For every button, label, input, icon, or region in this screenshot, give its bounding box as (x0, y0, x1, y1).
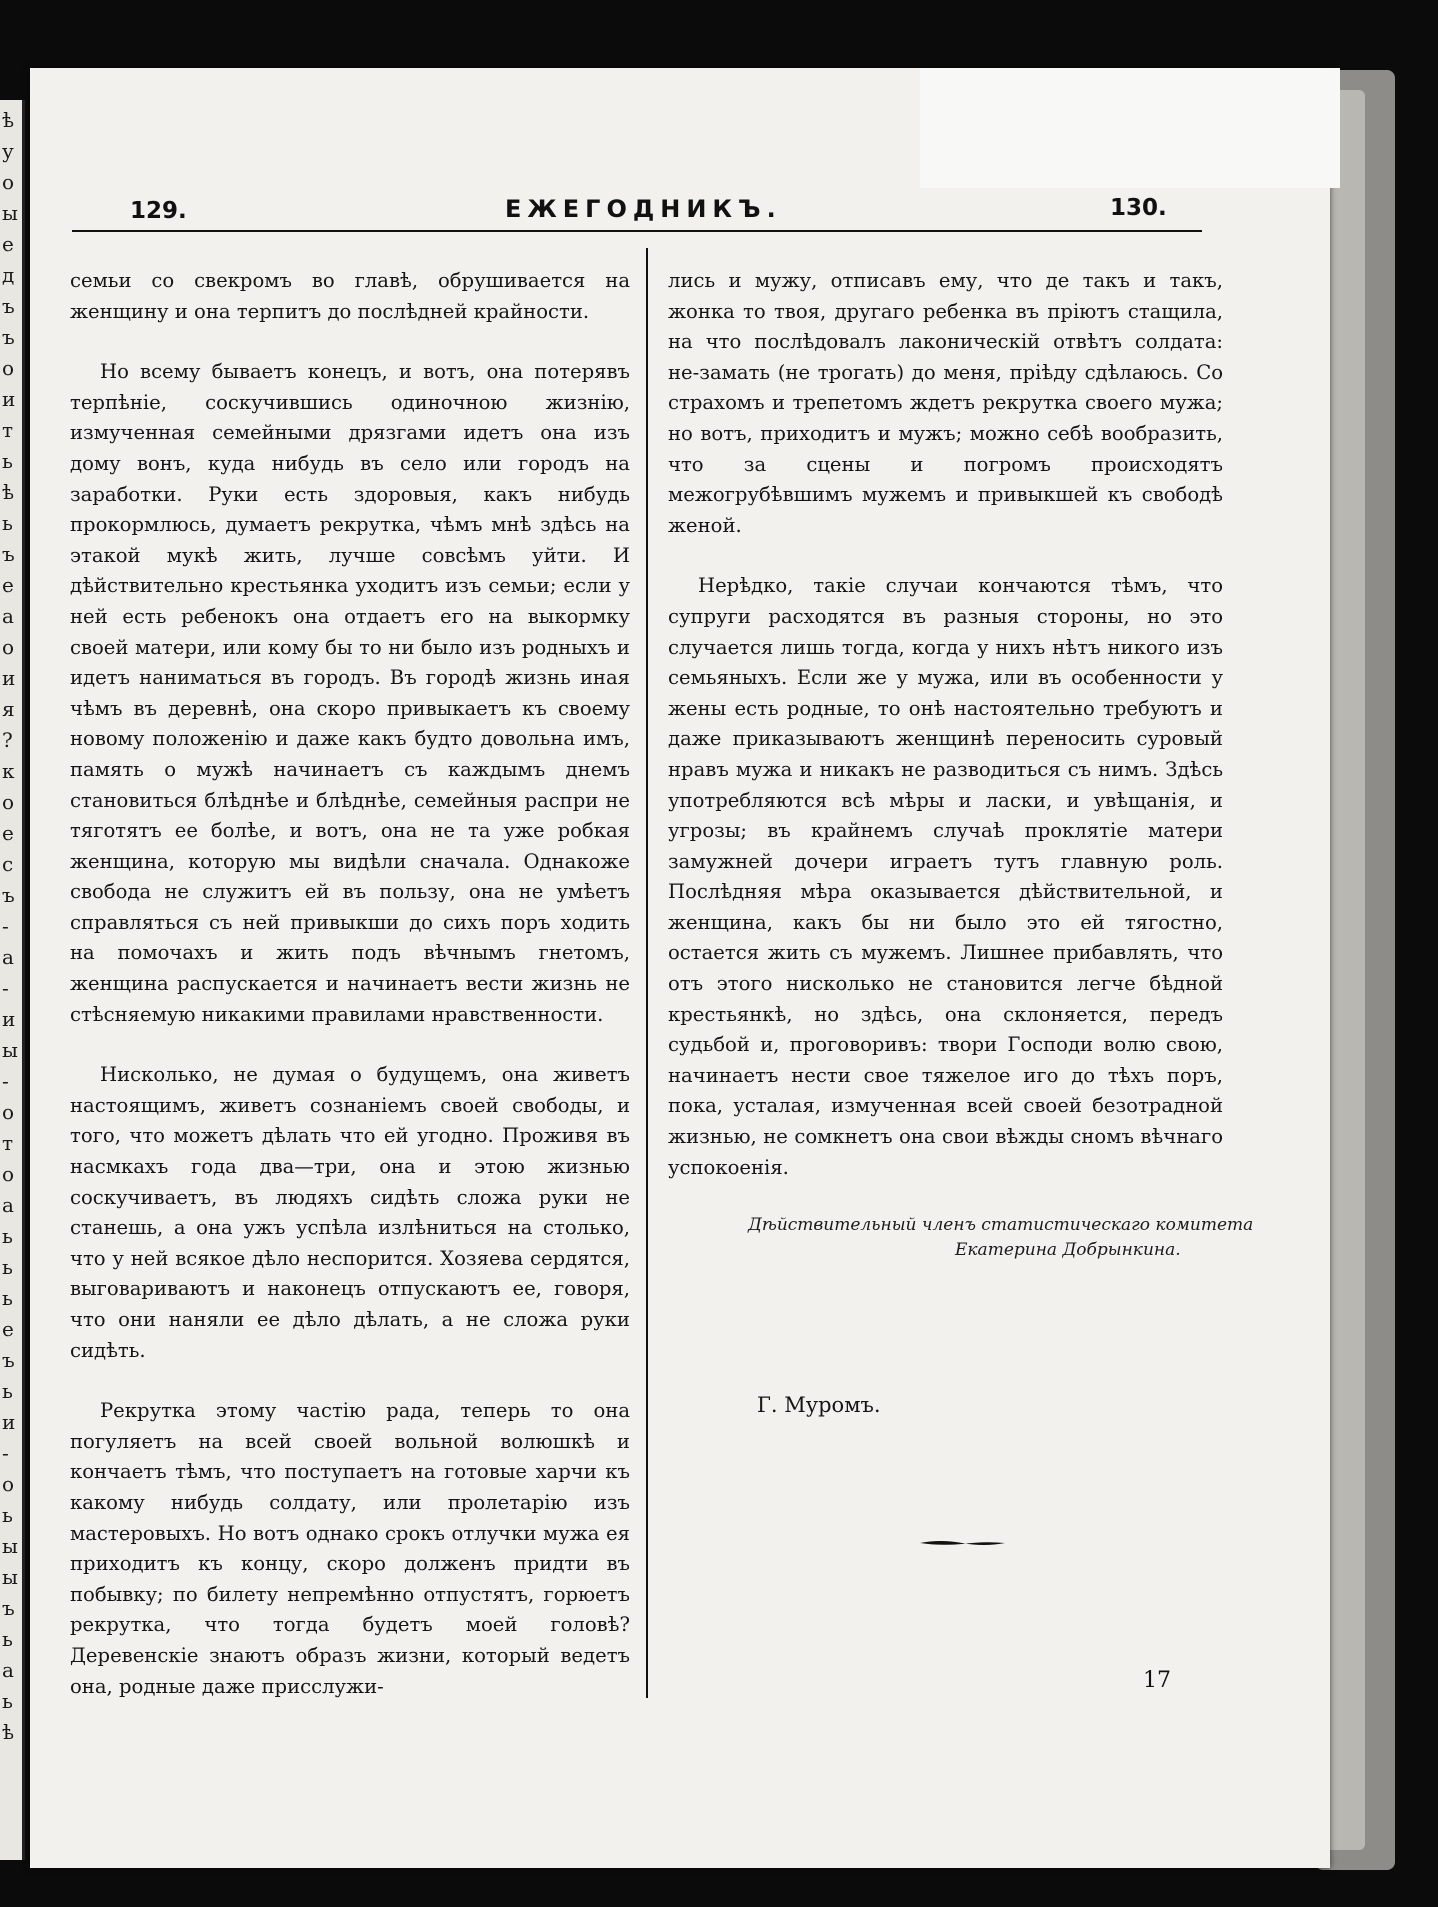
right-page-number: 130. (1110, 195, 1167, 221)
adjacent-page-fragment: ь (2, 1627, 13, 1651)
adjacent-page-fragment: ы (2, 1038, 18, 1062)
header-rule (72, 230, 1202, 232)
adjacent-page-fragment: д (2, 263, 15, 287)
running-title: ЕЖЕГОДНИКЪ. (505, 195, 782, 223)
page-bleed-through (920, 68, 1340, 188)
adjacent-page-fragment: и (2, 1007, 16, 1031)
adjacent-page-fragment: е (2, 1317, 14, 1341)
adjacent-page-fragment: у (2, 139, 14, 163)
signature-mark: 17 (1143, 1668, 1171, 1693)
place-line: Г. Муромъ. (757, 1393, 881, 1417)
adjacent-page-fragment: о (2, 635, 15, 659)
adjacent-page-fragment: о (2, 1472, 15, 1496)
adjacent-page-fragment: ь (2, 1224, 13, 1248)
adjacent-page-fragment: ь (2, 1379, 13, 1403)
adjacent-page-fragment: и (2, 387, 16, 411)
adjacent-page-fragment: ѣ (2, 108, 15, 132)
adjacent-page-fragment: ъ (2, 883, 15, 907)
adjacent-page-fragment: о (2, 1100, 15, 1124)
adjacent-page-fragment: ь (2, 511, 13, 535)
left-page-number: 129. (130, 198, 187, 224)
adjacent-page-fragment: о (2, 790, 15, 814)
paragraph: Нерѣдко, такіе случаи кончаются тѣмъ, что супруги расходятся въ разныя стороны, но это случается лишь тогда, когда у нихъ нѣтъ никого изъ семьяныхъ. Если же у мужа, или въ особенности у жены есть родные, то онѣ настоятельно требуютъ и даже приказываютъ женщинѣ переносить суровый нравъ мужа и никакъ не разводиться съ нимъ. Здѣсь употребляются всѣ мѣры и ласки, и увѣщанія, и угрозы; въ крайнемъ случаѣ проклятіе матери замужней дочери играетъ тутъ главную роль. Послѣдняя мѣра оказывается дѣйствительной, и женщина, какъ бы ни было это ей тягостно, остается жить съ мужемъ. Лишнее прибавлять, что отъ этого нисколько не становится легче бѣдной крестьянкѣ, но здѣсь, она склоняется, передъ судьбой и, проговоривъ: твори Господи волю свою, начинаетъ нести свое тяжелое иго до тѣхъ поръ, пока, усталая, измученная всей своей безотрадной жизнью, не сомкнетъ она свои вѣжды сномъ вѣчнаго успокоенія. (668, 574, 1223, 1179)
paragraph: Рекрутка этому частію рада, теперь то она погуляетъ на всей своей вольной волюшкѣ и кончаетъ тѣмъ, что поступаетъ на готовые харчи къ какому нибудь солдату, или пролетарію изъ мастеровыхъ. Но вотъ однако срокъ отлучки мужа ея приходитъ къ концу, скоро долженъ придти въ побывку; по билету непремѣнно отпустятъ, горюетъ рекрутка, что тогда будетъ моей головѣ? Деревенскіе знаютъ образъ жизни, который ведетъ она, родные даже присслужи- (70, 1399, 630, 1698)
adjacent-page-fragment: ъ (2, 294, 15, 318)
adjacent-page-fragment: я (2, 697, 15, 721)
adjacent-page-fragment: и (2, 666, 16, 690)
paragraph: Но всему бываетъ конецъ, и вотъ, она потерявъ терпѣніе, соскучившись одиночною жизнію, измученная семейными дрязгами идетъ она изъ дому вонъ, куда нибудь въ село или городъ на заработки. Руки есть здоровыя, какъ нибудь прокормлюсь, думаетъ рекрутка, чѣмъ мнѣ здѣсь на этакой мукѣ жить, лучше совсѣмъ уйти. И дѣйствительно крестьянка уходитъ изъ семьи; если у ней есть ребенокъ она отдаетъ его на выкормку своей матери, или кому бы то ни было изъ родныхъ и идетъ наниматься въ городъ. Въ городѣ жизнь иная чѣмъ въ деревнѣ, она скоро привыкаетъ къ своему новому положенію и даже какъ будто довольна имъ, память о мужѣ начинаетъ съ каждымъ днемъ становиться блѣднѣе и блѣднѣе, семейныя распри не тяготятъ ее болѣе, и вотъ, она не та уже робкая женщина, которую мы видѣли сначала. Однакоже свобода не служитъ ей въ пользу, она не умѣетъ справляться съ ней привыкши до сихъ поръ ходить на помочахъ и жить подъ вѣчнымъ гнетомъ, женщина распускается и начинаетъ вести жизнь не стѣсняемую никакими правилами нравственности. (70, 360, 630, 1026)
column-divider (646, 248, 648, 1698)
adjacent-page-fragment: е (2, 573, 14, 597)
adjacent-page-fragment: с (2, 852, 14, 876)
adjacent-page-fragment: ы (2, 1565, 18, 1589)
adjacent-page-fragment: ь (2, 449, 13, 473)
adjacent-page-fragment: - (2, 1069, 9, 1093)
adjacent-page-fragment: ѣ (2, 480, 15, 504)
adjacent-page-fragment: а (2, 604, 14, 628)
adjacent-page-fragment: ь (2, 1689, 13, 1713)
adjacent-page-fragment: ы (2, 201, 18, 225)
signature-title: Дѣйствительный членъ статистическаго комитета (748, 1215, 1254, 1235)
adjacent-page-fragment: и (2, 1410, 16, 1434)
adjacent-page-fragment: т (2, 1131, 14, 1155)
adjacent-page-fragment: ы (2, 1534, 18, 1558)
adjacent-page-fragment: - (2, 1441, 9, 1465)
adjacent-page-fragment: т (2, 418, 14, 442)
adjacent-page-fragment: ъ (2, 1596, 15, 1620)
adjacent-page-fragment: ь (2, 1503, 13, 1527)
adjacent-page-fragment: о (2, 170, 15, 194)
right-column (668, 266, 1223, 1183)
adjacent-page-fragment: а (2, 1658, 14, 1682)
adjacent-page-fragment: а (2, 945, 14, 969)
adjacent-page-fragment: а (2, 1193, 14, 1217)
adjacent-page-fragment: е (2, 821, 14, 845)
adjacent-page-fragment: ъ (2, 1348, 15, 1372)
flourish-ornament (920, 1538, 1005, 1548)
adjacent-page-fragment: к (2, 759, 15, 783)
left-column (70, 266, 630, 1702)
adjacent-page-fragment: - (2, 914, 9, 938)
paragraph: Нисколько, не думая о будущемъ, она живетъ настоящимъ, живетъ сознаніемъ своей свободы, и того, что можетъ дѣлать что ей угодно. Проживя въ насмкахъ года два—три, она и этою жизнью соскучиваетъ, въ людяхъ сидѣть сложа руки не станешь, а она ужъ успѣла излѣниться на столько, что у ней всякое дѣло неспорится. Хозяева сердятся, выговариваютъ и наконецъ отпускаютъ ее, говоря, что они наняли ее дѣло дѣлать, а не сложа руки сидѣть. (70, 1063, 630, 1362)
adjacent-page-fragment: о (2, 1162, 15, 1186)
signature-name: Екатерина Добрынкина. (955, 1240, 1181, 1260)
adjacent-page-fragment: ъ (2, 542, 15, 566)
book-cover-inner (1325, 90, 1365, 1850)
adjacent-page-fragment: ь (2, 1255, 13, 1279)
adjacent-page-fragment: ? (2, 728, 13, 752)
adjacent-page-fragment: ъ (2, 325, 15, 349)
adjacent-page-fragment: ь (2, 1286, 13, 1310)
adjacent-page-fragment: ѣ (2, 1720, 15, 1744)
adjacent-page-fragment: - (2, 976, 9, 1000)
adjacent-page-fragment: о (2, 356, 15, 380)
paragraph: лись и мужу, отписавъ ему, что де такъ и такъ, жонка то твоя, другаго ребенка въ пріютъ стащила, на что послѣдовалъ лаконическій отвѣтъ солдата: не-замать (не трогать) до меня, пріѣду сдѣлаюсь. Со страхомъ и трепетомъ ждетъ рекрутка своего мужа; но вотъ, приходитъ и мужъ; можно себѣ вообразить, что за сцены и погромъ происходятъ межогрубѣвшимъ мужемъ и привыкшей къ свободѣ женой. (668, 269, 1223, 537)
paragraph: семьи со свекромъ во главѣ, обрушивается на женщину и она терпитъ до послѣдней крайности. (70, 269, 630, 323)
adjacent-page-edge (0, 100, 25, 1860)
adjacent-page-fragment: е (2, 232, 14, 256)
